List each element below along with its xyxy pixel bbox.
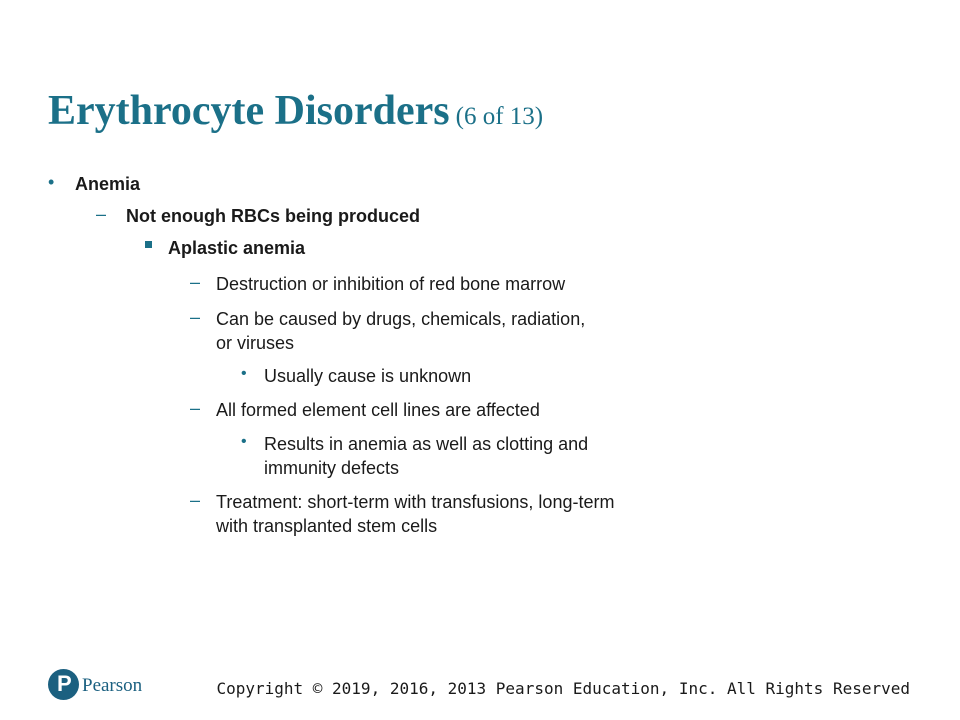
dash-icon: – — [190, 307, 201, 327]
dash-icon: – — [96, 204, 107, 224]
bullet-dot-icon: • — [241, 365, 247, 382]
dash-icon: – — [190, 398, 201, 418]
bullet-not-enough-rbcs: Not enough RBCs being produced — [126, 206, 420, 226]
bullet-cause-unknown: Usually cause is unknown — [264, 366, 472, 386]
bullet-treatment-line-1: Treatment: short-term with transfusions, long-term — [216, 492, 615, 512]
bullet-treatment — [216, 490, 614, 538]
dash-icon: – — [190, 490, 201, 510]
slide-title-counter: (6 of 13) — [455, 103, 544, 130]
bullet-anemia: Anemia — [75, 174, 141, 194]
bullet-cell-lines: All formed element cell lines are affected — [216, 400, 540, 420]
bullet-treatment-line-2: with transplanted stem cells — [216, 516, 438, 536]
bullet-aplastic-anemia: Aplastic anemia — [168, 238, 306, 258]
dash-icon: – — [190, 272, 201, 292]
slide-title-main: Erythrocyte Disorders — [48, 88, 450, 134]
slide-title — [48, 88, 543, 134]
bullet-dot-icon: • — [241, 433, 247, 450]
bullet-results — [264, 432, 588, 480]
bullet-dot-icon: • — [48, 172, 55, 192]
bullet-destruction: Destruction or inhibition of red bone marrow — [216, 274, 566, 294]
pearson-logo-letter: P — [57, 671, 72, 696]
bullet-caused-by-line-2: or viruses — [216, 333, 295, 353]
copyright-footer: Copyright © 2019, 2016, 2013 Pearson Education, Inc. All Rights Reserved — [216, 679, 910, 698]
square-bullet-icon — [145, 241, 152, 248]
bullet-caused-by-line-1: Can be caused by drugs, chemicals, radiation, — [216, 309, 586, 329]
pearson-logo-wordmark: Pearson — [82, 675, 143, 696]
bullet-caused-by — [216, 307, 585, 355]
bullet-results-line-1: Results in anemia as well as clotting and — [264, 434, 589, 454]
bullet-results-line-2: immunity defects — [264, 458, 400, 478]
